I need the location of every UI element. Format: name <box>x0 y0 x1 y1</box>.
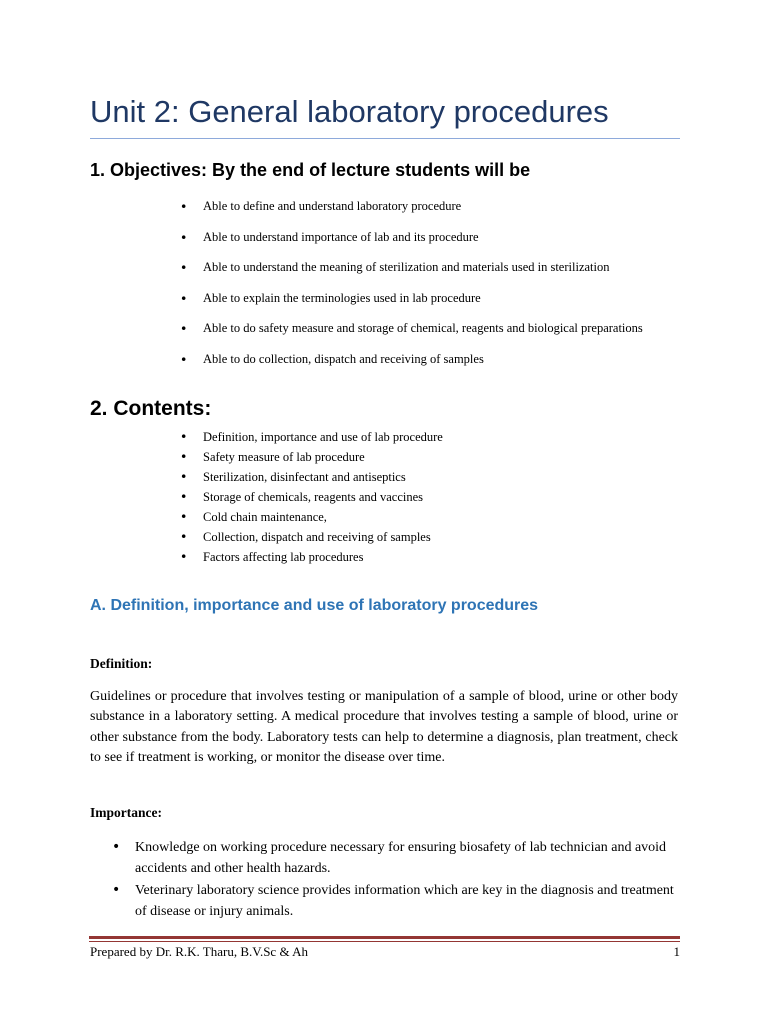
objectives-heading: 1. Objectives: By the end of lecture students will be <box>90 160 531 180</box>
list-item: • Cold chain maintenance, <box>180 507 650 527</box>
list-item: • Sterilization, disinfectant and antiseptics <box>180 467 650 487</box>
list-item: • Veterinary laboratory science provides information which are key in the diagnosis and treatment of disease or injury animals. <box>112 880 678 922</box>
list-item: • Factors affecting lab procedures <box>180 547 650 567</box>
definition-label: Definition: <box>90 656 153 671</box>
document-title: Unit 2: General laboratory procedures <box>90 94 609 129</box>
list-item: • Safety measure of lab procedure <box>180 447 650 467</box>
list-item: • Able to do safety measure and storage of chemical, reagents and biological preparations <box>180 320 650 337</box>
contents-list <box>180 427 650 567</box>
footer-rule-thin <box>89 941 680 942</box>
list-item: • Able to understand the meaning of sterilization and materials used in sterilization <box>180 259 650 276</box>
page-number: 1 <box>673 944 680 959</box>
list-item: • Collection, dispatch and receiving of samples <box>180 527 650 547</box>
list-item: • Able to understand importance of lab and its procedure <box>180 229 650 246</box>
list-item: • Able to do collection, dispatch and receiving of samples <box>180 351 650 368</box>
list-item: • Able to define and understand laboratory procedure <box>180 198 650 215</box>
list-item: • Definition, importance and use of lab procedure <box>180 427 650 447</box>
footer-rule <box>89 936 680 939</box>
contents-heading: 2. Contents: <box>90 397 212 420</box>
importance-list <box>112 837 678 923</box>
list-item: • Able to explain the terminologies used in lab procedure <box>180 290 650 307</box>
list-item: • Storage of chemicals, reagents and vaccines <box>180 487 650 507</box>
footer-prepared-by: Prepared by Dr. R.K. Tharu, B.V.Sc & Ah <box>90 944 308 959</box>
objectives-list <box>180 198 650 381</box>
title-underline <box>90 138 680 139</box>
importance-label: Importance: <box>90 805 162 820</box>
list-item: • Knowledge on working procedure necessary for ensuring biosafety of lab technician and avoid accidents and other health hazards. <box>112 837 678 879</box>
definition-paragraph: Guidelines or procedure that involves testing or manipulation of a sample of blood, urine or other body substance in a laboratory setting. A medical procedure that involves testing a sample of blood, urine or other substance from the body. Laboratory tests can help to determine a diagnosis, plan treatment, check to see if treatment is working, or monitor the disease over time. <box>90 689 678 766</box>
section-a-heading: A. Definition, importance and use of laboratory procedures <box>90 597 539 614</box>
